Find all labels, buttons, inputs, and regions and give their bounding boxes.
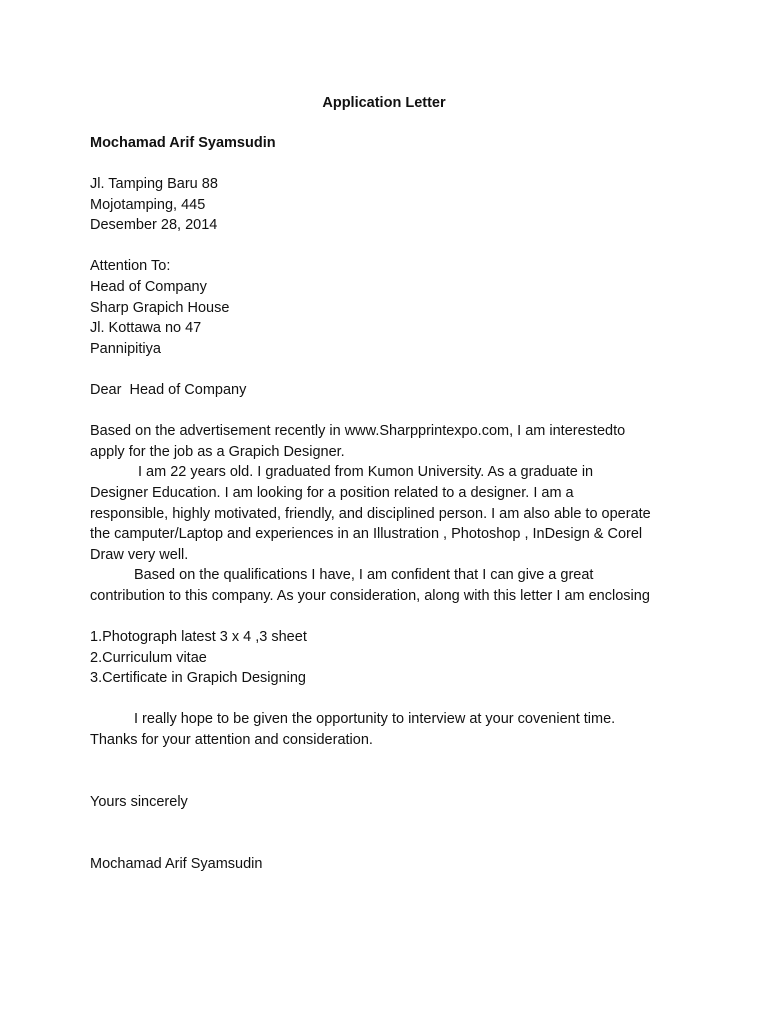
letter-title: Application Letter [322, 95, 446, 111]
paragraph-line: the camputer/Laptop and experiences in an Illustration , Photoshop , InDesign & Corel [90, 526, 643, 543]
paragraph-line: responsible, highly motivated, friendly, and disciplined person. I am also able to operate [90, 505, 651, 522]
paragraph-line: I am 22 years old. I graduated from Kumon University. As a graduate in [138, 464, 594, 481]
paragraph-line: apply for the job as a Grapich Designer. [90, 443, 345, 460]
paragraph-line: Based on the qualifications I have, I am confident that I can give a great [134, 567, 594, 584]
paragraph-line: I really hope to be given the opportunity to interview at your covenient time. [134, 711, 616, 728]
sender-street: Jl. Tamping Baru 88 [90, 176, 218, 192]
letter-date: Desember 28, 2014 [90, 217, 218, 234]
paragraph-qualifications [90, 565, 690, 606]
valediction: Yours sincerely [90, 793, 188, 810]
recipient-city: Pannipitiya [90, 340, 161, 357]
recipient-title: Head of Company [90, 278, 207, 295]
recipient-address [90, 256, 690, 359]
paragraph-line: contribution to this company. As your consideration, along with this letter I am enclosing [90, 587, 650, 604]
paragraph-line: Based on the advertisement recently in www.Sharpprintexpo.com, I am interestedto [90, 423, 626, 440]
author-heading: Mochamad Arif Syamsudin [90, 135, 276, 151]
paragraph-advertisement [90, 421, 690, 462]
sender-address [90, 174, 690, 236]
enclosure-list [90, 627, 690, 689]
attention-label: Attention To: [90, 258, 171, 275]
paragraph-line: Designer Education. I am looking for a position related to a designer. I am a [90, 484, 574, 501]
sender-city: Mojotamping, 445 [90, 196, 206, 213]
paragraph-line: Draw very well. [90, 546, 189, 563]
recipient-company: Sharp Grapich House [90, 299, 230, 316]
list-item: 2.Curriculum vitae [90, 649, 207, 666]
signature-name: Mochamad Arif Syamsudin [90, 855, 263, 872]
list-item: 3.Certificate in Grapich Designing [90, 670, 306, 687]
paragraph-closing [90, 709, 690, 750]
salutation: Dear Head of Company [90, 381, 247, 398]
list-item: 1.Photograph latest 3 x 4 ,3 sheet [90, 629, 307, 646]
recipient-street: Jl. Kottawa no 47 [90, 320, 202, 337]
paragraph-background [90, 462, 690, 565]
paragraph-line: Thanks for your attention and consideration. [90, 732, 373, 749]
letter-body [90, 174, 690, 874]
